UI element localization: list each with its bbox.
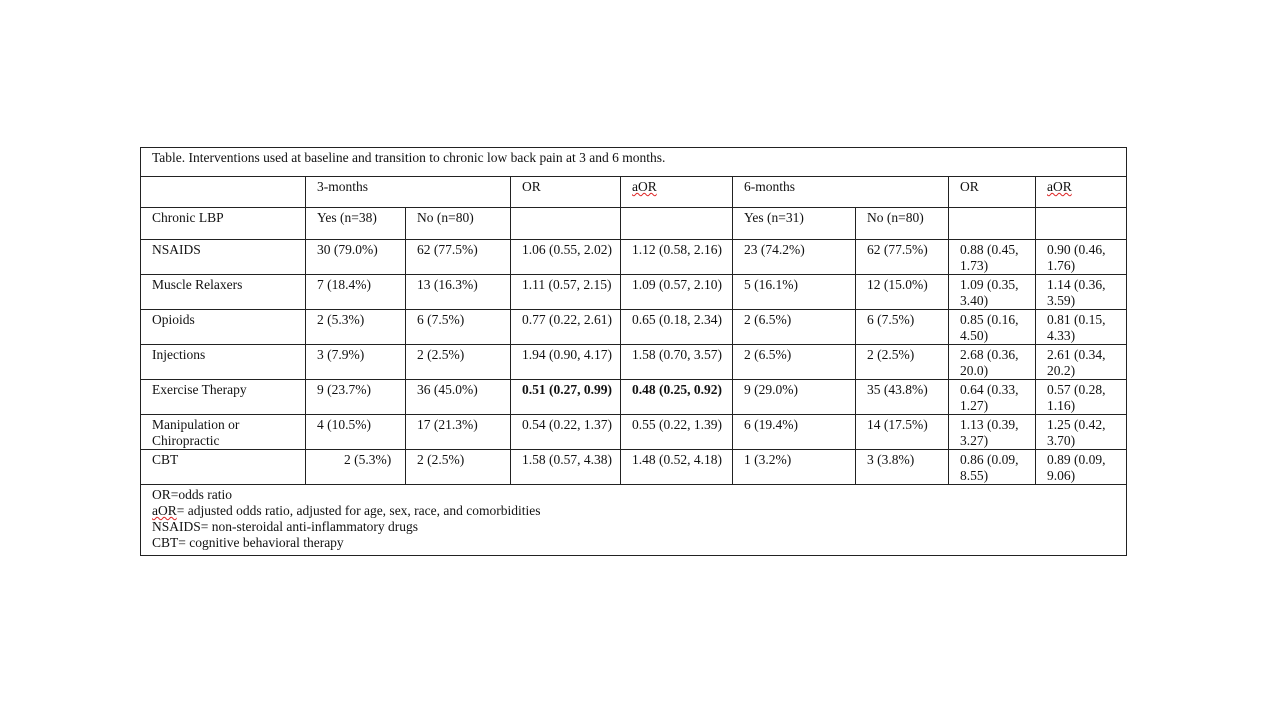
empty-cell xyxy=(949,208,1036,240)
empty-cell xyxy=(621,208,733,240)
cell-aor6: 0.81 (0.15, 4.33) xyxy=(1036,310,1127,345)
cell-yes3: 2 (5.3%) xyxy=(306,310,406,345)
cell-yes3: 9 (23.7%) xyxy=(306,380,406,415)
cell-aor3: 0.48 (0.25, 0.92) xyxy=(621,380,733,415)
chronic-lbp-label: Chronic LBP xyxy=(141,208,306,240)
cell-name: Exercise Therapy xyxy=(141,380,306,415)
cell-aor3: 1.48 (0.52, 4.18) xyxy=(621,450,733,485)
cell-aor3: 1.09 (0.57, 2.10) xyxy=(621,275,733,310)
yes-6-header: Yes (n=31) xyxy=(733,208,856,240)
cell-yes3: 4 (10.5%) xyxy=(306,415,406,450)
cell-yes6: 5 (16.1%) xyxy=(733,275,856,310)
cell-aor6: 0.90 (0.46, 1.76) xyxy=(1036,240,1127,275)
footnotes xyxy=(141,485,1127,556)
cell-no3: 2 (2.5%) xyxy=(406,450,511,485)
header-or-6: OR xyxy=(949,177,1036,208)
cell-yes6: 9 (29.0%) xyxy=(733,380,856,415)
interventions-table xyxy=(140,147,1127,556)
cell-yes3: 3 (7.9%) xyxy=(306,345,406,380)
cell-or3: 1.06 (0.55, 2.02) xyxy=(511,240,621,275)
cell-aor3: 1.12 (0.58, 2.16) xyxy=(621,240,733,275)
cell-name: Opioids xyxy=(141,310,306,345)
cell-no6: 6 (7.5%) xyxy=(856,310,949,345)
cell-no3: 36 (45.0%) xyxy=(406,380,511,415)
cell-or6: 0.88 (0.45, 1.73) xyxy=(949,240,1036,275)
cell-yes3: 7 (18.4%) xyxy=(306,275,406,310)
cell-no6: 14 (17.5%) xyxy=(856,415,949,450)
cell-aor6: 1.14 (0.36, 3.59) xyxy=(1036,275,1127,310)
empty-cell xyxy=(511,208,621,240)
header-3-months: 3-months xyxy=(306,177,511,208)
cell-yes6: 2 (6.5%) xyxy=(733,345,856,380)
header-6-months: 6-months xyxy=(733,177,949,208)
cell-or6: 1.13 (0.39, 3.27) xyxy=(949,415,1036,450)
cell-or3: 1.94 (0.90, 4.17) xyxy=(511,345,621,380)
table-row xyxy=(141,380,1127,415)
cell-or3: 0.77 (0.22, 2.61) xyxy=(511,310,621,345)
cell-no6: 12 (15.0%) xyxy=(856,275,949,310)
cell-no3: 6 (7.5%) xyxy=(406,310,511,345)
yes-3-header: Yes (n=38) xyxy=(306,208,406,240)
empty-cell xyxy=(1036,208,1127,240)
cell-or6: 2.68 (0.36, 20.0) xyxy=(949,345,1036,380)
cell-no6: 2 (2.5%) xyxy=(856,345,949,380)
cell-yes6: 6 (19.4%) xyxy=(733,415,856,450)
cell-aor6: 0.89 (0.09, 9.06) xyxy=(1036,450,1127,485)
footnote-aor: aOR= adjusted odds ratio, adjusted for age, sex, race, and comorbidities xyxy=(152,503,541,518)
cell-no3: 62 (77.5%) xyxy=(406,240,511,275)
cell-or3: 1.58 (0.57, 4.38) xyxy=(511,450,621,485)
cell-yes6: 1 (3.2%) xyxy=(733,450,856,485)
cell-aor6: 0.57 (0.28, 1.16) xyxy=(1036,380,1127,415)
cell-yes6: 23 (74.2%) xyxy=(733,240,856,275)
cell-aor6: 2.61 (0.34, 20.2) xyxy=(1036,345,1127,380)
header-or-3: OR xyxy=(511,177,621,208)
table-row xyxy=(141,415,1127,450)
no-3-header: No (n=80) xyxy=(406,208,511,240)
table-title: Table. Interventions used at baseline and transition to chronic low back pain at 3 and 6 months. xyxy=(141,148,1127,177)
cell-aor6: 1.25 (0.42, 3.70) xyxy=(1036,415,1127,450)
cell-aor3: 0.65 (0.18, 2.34) xyxy=(621,310,733,345)
table-row xyxy=(141,450,1127,485)
cell-name: CBT xyxy=(141,450,306,485)
cell-or6: 0.64 (0.33, 1.27) xyxy=(949,380,1036,415)
cell-aor3: 0.55 (0.22, 1.39) xyxy=(621,415,733,450)
cell-or6: 0.85 (0.16, 4.50) xyxy=(949,310,1036,345)
cell-no6: 62 (77.5%) xyxy=(856,240,949,275)
cell-or3: 1.11 (0.57, 2.15) xyxy=(511,275,621,310)
header-aor-6: aOR xyxy=(1036,177,1127,208)
cell-or6: 0.86 (0.09, 8.55) xyxy=(949,450,1036,485)
table-row xyxy=(141,275,1127,310)
footnote-nsaids: NSAIDS= non-steroidal anti-inflammatory drugs xyxy=(152,519,418,534)
cell-name: Manipulation or Chiropractic xyxy=(141,415,306,450)
footnote-cbt: CBT= cognitive behavioral therapy xyxy=(152,535,344,550)
table-row xyxy=(141,345,1127,380)
no-6-header: No (n=80) xyxy=(856,208,949,240)
cell-name: NSAIDS xyxy=(141,240,306,275)
footnote-or: OR=odds ratio xyxy=(152,487,232,502)
cell-name: Muscle Relaxers xyxy=(141,275,306,310)
header-aor-3: aOR xyxy=(621,177,733,208)
cell-no3: 2 (2.5%) xyxy=(406,345,511,380)
cell-no6: 35 (43.8%) xyxy=(856,380,949,415)
cell-aor3: 1.58 (0.70, 3.57) xyxy=(621,345,733,380)
table-row xyxy=(141,240,1127,275)
empty-cell xyxy=(141,177,306,208)
table-row xyxy=(141,310,1127,345)
cell-or3: 0.54 (0.22, 1.37) xyxy=(511,415,621,450)
cell-name: Injections xyxy=(141,345,306,380)
cell-no3: 17 (21.3%) xyxy=(406,415,511,450)
cell-no6: 3 (3.8%) xyxy=(856,450,949,485)
cell-or3: 0.51 (0.27, 0.99) xyxy=(511,380,621,415)
cell-no3: 13 (16.3%) xyxy=(406,275,511,310)
cell-yes3: 2 (5.3%) xyxy=(306,450,406,485)
cell-yes3: 30 (79.0%) xyxy=(306,240,406,275)
cell-yes6: 2 (6.5%) xyxy=(733,310,856,345)
cell-or6: 1.09 (0.35, 3.40) xyxy=(949,275,1036,310)
